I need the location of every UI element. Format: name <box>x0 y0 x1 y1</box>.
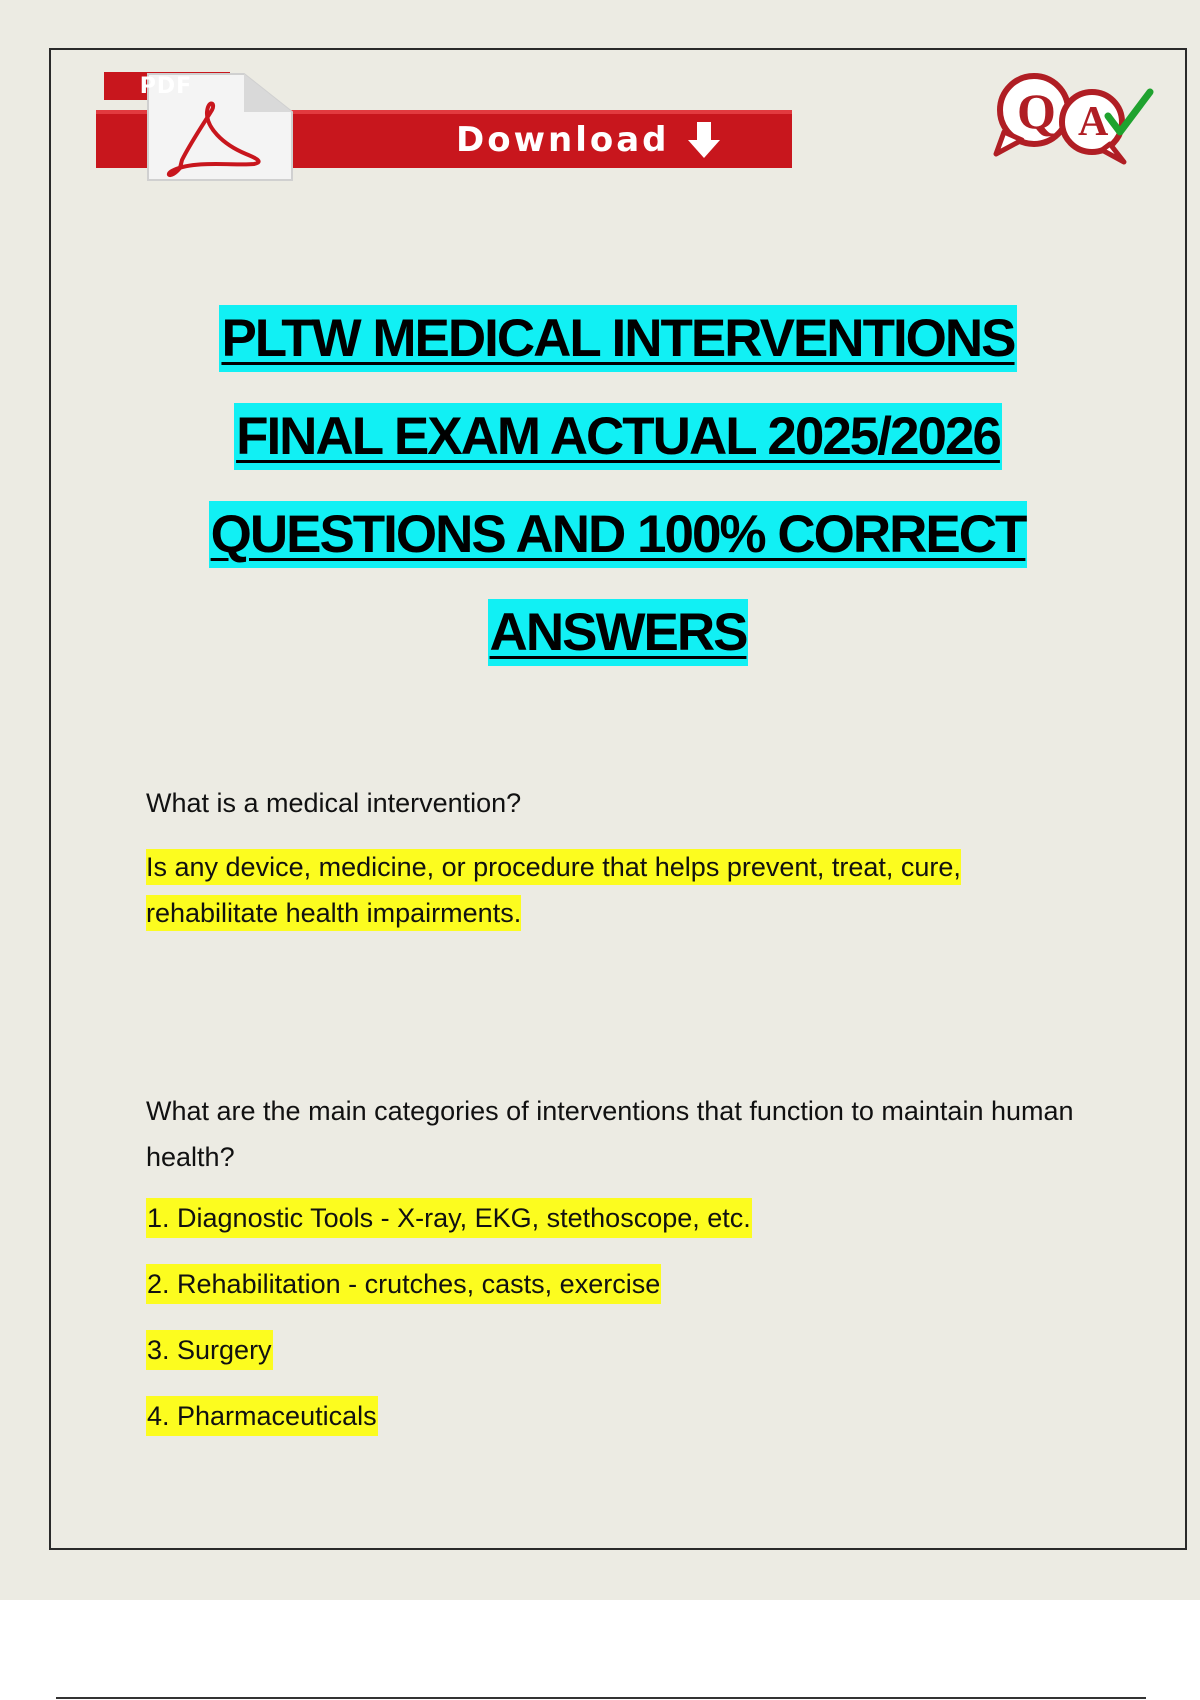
bottom-divider <box>56 1697 1146 1699</box>
title-line-4: ANSWERS <box>488 599 749 666</box>
pdf-tag-label: PDF <box>139 74 193 99</box>
download-label[interactable]: Download <box>456 120 670 160</box>
answer-2-item-1: 1. Diagnostic Tools - X-ray, EKG, stethoscope, etc. <box>146 1198 752 1238</box>
answer-2-list <box>146 1198 1096 1462</box>
qa-check-logo <box>990 70 1160 170</box>
title-line-1: PLTW MEDICAL INTERVENTIONS <box>219 305 1016 372</box>
question-1: What is a medical intervention? <box>146 788 522 818</box>
title-line-2: FINAL EXAM ACTUAL 2025/2026 <box>234 403 1002 470</box>
qa-logo-a: A <box>1078 99 1109 145</box>
answer-2-item-2: 2. Rehabilitation - crutches, casts, exercise <box>146 1264 661 1304</box>
qa-item-1 <box>146 780 1096 936</box>
pdf-download-banner[interactable] <box>96 72 796 182</box>
answer-2-item-4: 4. Pharmaceuticals <box>146 1396 378 1436</box>
qa-item-2 <box>146 1088 1096 1462</box>
question-2: What are the main categories of interventions that function to maintain human health? <box>146 1096 1074 1172</box>
document-title <box>60 305 1176 697</box>
qa-logo-q: Q <box>1017 83 1056 139</box>
answer-1-text: Is any device, medicine, or procedure that helps prevent, treat, cure, rehabilitate health impairments. <box>146 849 961 931</box>
answer-1 <box>146 844 1096 936</box>
answer-2-item-3: 3. Surgery <box>146 1330 273 1370</box>
qa-speech-bubbles-icon <box>990 70 1160 170</box>
title-line-3: QUESTIONS AND 100% CORRECT <box>209 501 1028 568</box>
